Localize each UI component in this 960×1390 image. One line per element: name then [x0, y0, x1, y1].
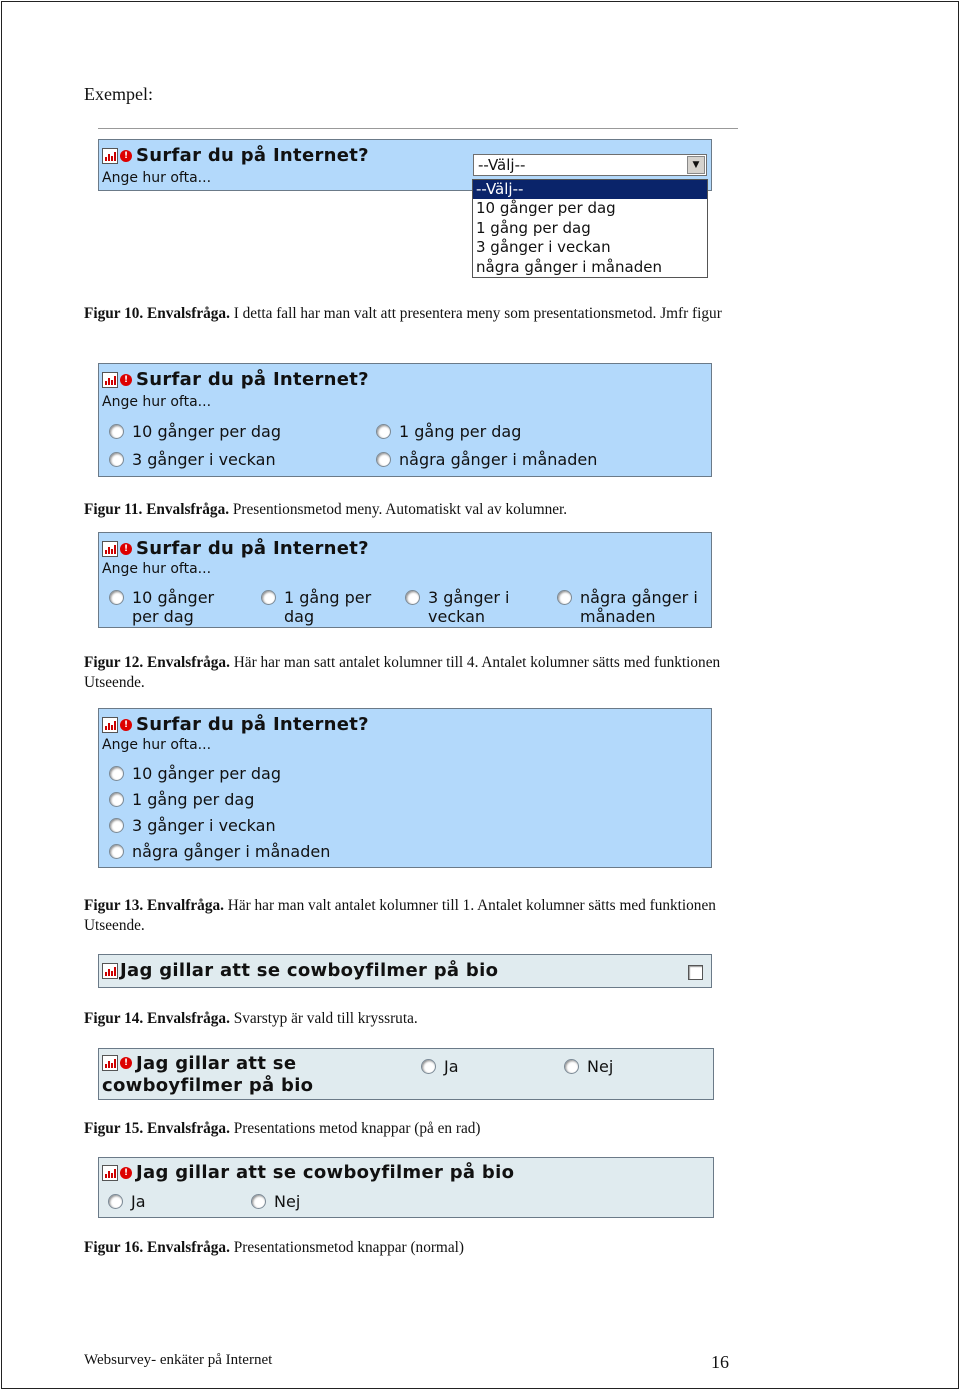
radio-option[interactable]: några gånger i månaden [557, 588, 698, 626]
question-widget-fig16 [98, 1157, 714, 1218]
required-icon: ! [120, 719, 132, 731]
radio-button[interactable] [108, 1194, 123, 1209]
radio-option[interactable]: 3 gånger i veckan [405, 588, 509, 626]
bar-chart-icon [102, 541, 118, 557]
question-title-line2: cowboyfilmer på bio [102, 1075, 314, 1096]
question-hint: Ange hur ofta... [102, 561, 212, 577]
figure-caption: Figur 13. Envalfråga. Här har man valt antalet kolumner till 1. Antalet kolumner sätts med funktionen Utseende. [84, 897, 716, 934]
required-icon: ! [120, 1167, 132, 1179]
bar-chart-icon [102, 1165, 118, 1181]
figure-caption: Figur 12. Envalsfråga. Här har man satt antalet kolumner till 4. Antalet kolumner sätts med funktionen Utseende. [84, 654, 721, 691]
radio-button[interactable] [109, 792, 124, 807]
select-value: --Välj-- [478, 156, 526, 174]
chevron-down-icon[interactable]: ▼ [687, 156, 705, 174]
radio-button[interactable] [376, 424, 391, 439]
radio-option-yes[interactable]: Ja [108, 1192, 146, 1211]
radio-option-yes[interactable]: Ja [421, 1057, 459, 1076]
radio-button[interactable] [109, 844, 124, 859]
bar-chart-icon [102, 717, 118, 733]
radio-button[interactable] [261, 590, 276, 605]
page-number: 16 [711, 1352, 729, 1372]
radio-button[interactable] [109, 766, 124, 781]
radio-button[interactable] [109, 590, 124, 605]
question-widget-fig14 [98, 954, 712, 988]
figure-caption: Figur 10. Envalsfråga. I detta fall har man valt att presentera meny som presentationsmetod. Jmfr figur [84, 305, 722, 322]
question-title: Jag gillar att se [136, 1053, 297, 1074]
figure-caption: Figur 15. Envalsfråga. Presentations metod knappar (på en rad) [84, 1120, 481, 1137]
radio-option[interactable]: några gånger i månaden [109, 842, 330, 861]
question-widget-fig12 [98, 532, 712, 628]
radio-button[interactable] [376, 452, 391, 467]
radio-option-no[interactable]: Nej [564, 1057, 613, 1076]
select-dropdown-list [472, 179, 708, 278]
radio-button[interactable] [557, 590, 572, 605]
radio-option[interactable]: 1 gång per dag [109, 790, 254, 809]
figure-caption: Figur 11. Envalsfråga. Presentionsmetod meny. Automatiskt val av kolumner. [84, 501, 568, 518]
footer-title: Websurvey- enkäter på Internet [84, 1352, 273, 1368]
answer-select[interactable] [473, 154, 707, 176]
dropdown-option[interactable]: --Välj-- [473, 180, 707, 199]
radio-button[interactable] [109, 452, 124, 467]
required-icon: ! [120, 150, 132, 162]
question-title: Surfar du på Internet? [136, 145, 369, 166]
dropdown-option[interactable]: 10 gånger per dag [476, 199, 616, 218]
intro-text: Exempel: [84, 84, 153, 104]
radio-option[interactable]: 3 gånger i veckan [109, 816, 276, 835]
radio-button[interactable] [251, 1194, 266, 1209]
required-icon: ! [120, 543, 132, 555]
bar-chart-icon [102, 1055, 118, 1071]
radio-option[interactable]: några gånger i månaden [376, 450, 597, 469]
radio-button[interactable] [405, 590, 420, 605]
dropdown-option[interactable]: 1 gång per dag [476, 218, 591, 237]
question-hint: Ange hur ofta... [102, 394, 212, 410]
radio-option[interactable]: 3 gånger i veckan [109, 450, 276, 469]
question-hint: Ange hur ofta... [102, 170, 212, 186]
radio-option[interactable]: 1 gång per dag [376, 422, 521, 441]
dropdown-option[interactable]: några gånger i månaden [476, 257, 662, 276]
radio-button[interactable] [109, 424, 124, 439]
radio-option[interactable]: 10 gånger per dag [109, 764, 281, 783]
required-icon: ! [120, 374, 132, 386]
radio-option-no[interactable]: Nej [251, 1192, 300, 1211]
question-title: Jag gillar att se cowboyfilmer på bio [120, 960, 499, 981]
radio-button[interactable] [109, 818, 124, 833]
question-title: Surfar du på Internet? [136, 538, 369, 559]
radio-button[interactable] [564, 1059, 579, 1074]
figure-caption: Figur 16. Envalsfråga. Presentationsmetod knappar (normal) [84, 1239, 464, 1256]
bar-chart-icon [102, 148, 118, 164]
question-title: Surfar du på Internet? [136, 369, 369, 390]
required-icon: ! [120, 1057, 132, 1069]
question-title: Surfar du på Internet? [136, 714, 369, 735]
bar-chart-icon [102, 963, 118, 979]
bar-chart-icon [102, 372, 118, 388]
radio-option[interactable]: 10 gånger per dag [109, 422, 281, 441]
question-widget-fig15 [98, 1048, 714, 1100]
question-widget-fig11 [98, 363, 712, 477]
question-title: Jag gillar att se cowboyfilmer på bio [136, 1162, 515, 1183]
radio-button[interactable] [421, 1059, 436, 1074]
question-hint: Ange hur ofta... [102, 737, 212, 753]
divider [98, 128, 738, 129]
dropdown-option[interactable]: 3 gånger i veckan [476, 238, 611, 257]
radio-option[interactable]: 1 gång per dag [261, 588, 371, 626]
radio-option[interactable]: 10 gånger per dag [109, 588, 214, 626]
question-widget-fig13 [98, 708, 712, 868]
answer-checkbox[interactable] [688, 965, 703, 980]
figure-caption: Figur 14. Envalsfråga. Svarstyp är vald till kryssruta. [84, 1010, 418, 1027]
